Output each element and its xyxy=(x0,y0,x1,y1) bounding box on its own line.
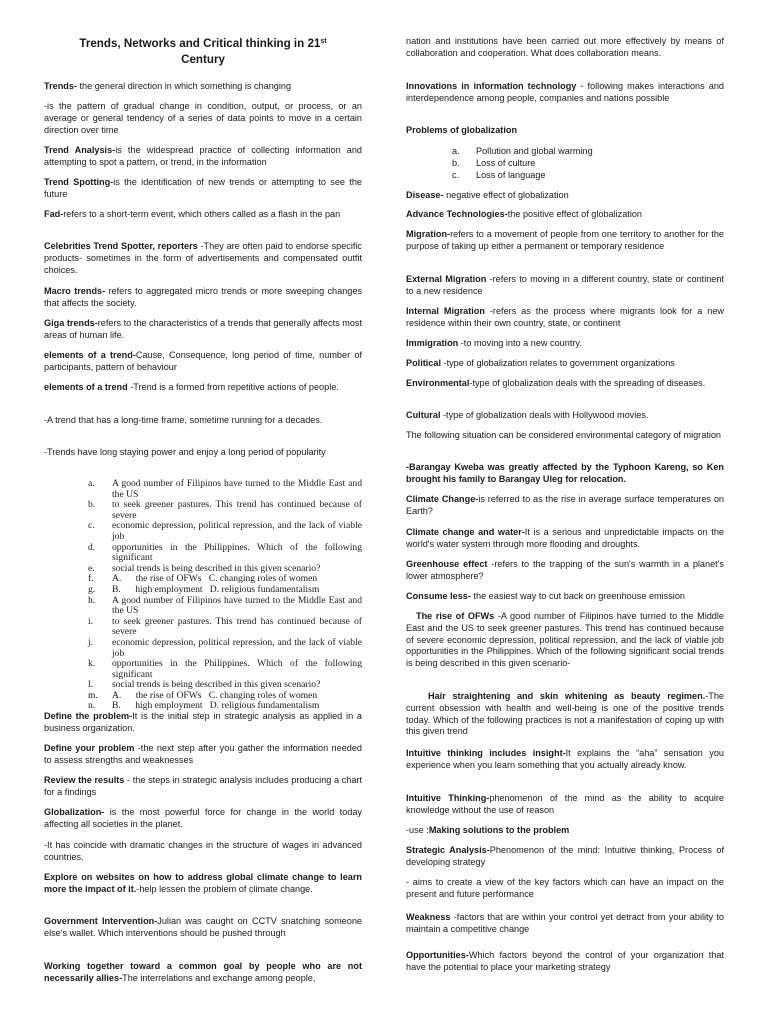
term: Disease- xyxy=(406,190,444,200)
term: Intuitive Thinking- xyxy=(406,793,490,803)
term: External Migration xyxy=(406,274,487,284)
list-text: opportunities in the Philippines. Which of the following significant xyxy=(112,541,365,564)
entry-define-problem xyxy=(44,711,362,735)
definition: is the identification of new trends or attempting to see the future xyxy=(44,177,362,199)
entry-trends xyxy=(44,81,362,93)
definition: The following situation can be considered environmental category of migration xyxy=(406,430,721,440)
definition: refers to the characteristics of a trends that generally affects most areas of human life. xyxy=(44,318,362,340)
term: Review the results xyxy=(44,775,125,785)
list-text: A good number of Filipinos have turned to the Middle East and the US xyxy=(112,594,365,617)
entry-use xyxy=(406,825,724,837)
entry-elements-2 xyxy=(44,382,362,394)
definition: phenomenon of the mind as the ability to acquire knowledge without the use of reason xyxy=(406,793,724,815)
list-item xyxy=(44,636,365,659)
list-text: A. the rise of OFWs C. changing roles of women xyxy=(112,573,318,585)
entry-advance-technologies xyxy=(406,209,724,221)
definition: -They are often paid to endorse specific products- sometimes in the form of advertisements and compensated outfit choices. xyxy=(44,241,362,275)
definition: -It has coincide with dramatic changes in the structure of wages in advanced countries. xyxy=(44,840,362,862)
entry-problems-heading xyxy=(406,125,724,137)
list-text: social trends is being described in this given scenario? xyxy=(112,562,321,574)
list-marker: d. xyxy=(88,541,96,553)
list-item xyxy=(406,157,724,169)
definition: - aims to create a view of the key factors which can have an impact on the present and future performance xyxy=(406,877,724,899)
list-text: Loss of culture xyxy=(476,158,536,169)
list-marker: m. xyxy=(88,689,98,701)
list-item xyxy=(44,520,365,542)
list-item xyxy=(44,658,365,680)
term: Weakness xyxy=(406,912,451,922)
list-text: Loss of language xyxy=(476,170,546,181)
list-marker: b. xyxy=(88,499,96,511)
entry-consume-less xyxy=(406,591,724,603)
term: Internal Migration xyxy=(406,306,485,316)
entry-environmental xyxy=(406,378,724,390)
entry-rise-of-ofws xyxy=(406,611,724,670)
term: Define the problem- xyxy=(44,711,133,721)
entry-pattern xyxy=(44,101,362,136)
definition: -A good number of Filipinos have turned to the Middle East and the US to seek greener pastures. This trend has continued because of severe economic depression, political repression, and the lack of viable job opportunities in the Philippines. Which of the following significant social trends is being described in this given scenario- xyxy=(406,611,724,669)
entry-celebrities xyxy=(44,241,362,276)
term: Trend Analysis- xyxy=(44,145,116,155)
term: Macro trends- xyxy=(44,286,106,296)
list-item xyxy=(44,499,365,521)
entry-fad xyxy=(44,209,362,221)
list-marker: h. xyxy=(88,594,96,606)
list-marker: b. xyxy=(452,158,460,169)
definition: -use : xyxy=(406,825,429,835)
definition: is the most powerful force for change in the world today affecting all societies in the planet. xyxy=(44,807,362,829)
list-text: Pollution and global warming xyxy=(476,146,593,156)
term: Innovations in information technology xyxy=(406,81,577,91)
definition: - the steps in strategic analysis includes producing a chart for a findings xyxy=(44,775,362,797)
entry-globalization xyxy=(44,807,362,831)
definition: refers to aggregated micro trends or more sweeping changes that affects the society. xyxy=(44,286,362,308)
entry-review-results xyxy=(44,775,362,799)
document-title xyxy=(44,36,362,68)
list-marker: e. xyxy=(88,562,95,574)
entry-strategic-analysis xyxy=(406,845,724,869)
entry-elements-1 xyxy=(44,350,362,374)
problems-list xyxy=(406,145,724,182)
term: Consume less- xyxy=(406,591,471,601)
entry-explore xyxy=(44,872,362,896)
term: -Barangay Kweba was greatly affected by the Typhoon Kareng, so Ken brought his family to Barangay Uleg for relocation. xyxy=(406,462,724,484)
list-text: social trends is being described in this given scenario? xyxy=(112,679,321,691)
list-item xyxy=(44,478,365,500)
definition: -the next step after you gather the information needed to assess strengths and weaknesses xyxy=(44,743,362,765)
term: Intuitive thinking includes insight- xyxy=(406,748,566,758)
entry-external-migration xyxy=(406,274,724,298)
definition: refers to a short-term event, which others called as a flash in the pan xyxy=(63,209,341,219)
entry-collaboration xyxy=(406,36,724,60)
entry-opportunities xyxy=(406,950,724,974)
definition: -A trend that has a long-time frame, sometime running for a decades. xyxy=(44,415,323,425)
entry-macro-trends xyxy=(44,286,362,310)
term: Making solutions to the problem xyxy=(428,825,570,835)
definition: -factors that are within your control yet detract from your ability to maintain a competitive change xyxy=(406,912,724,934)
list-marker: k. xyxy=(88,658,96,670)
entry-climate-change xyxy=(406,494,724,518)
list-marker: a. xyxy=(452,146,460,156)
entry-define-your-problem xyxy=(44,743,362,767)
list-text: B. high employment D. religious fundamentalism xyxy=(112,700,320,712)
entry-staying-power xyxy=(44,447,362,459)
term: Greenhouse effect xyxy=(406,559,488,569)
term: Advance Technologies- xyxy=(406,209,508,219)
list-text: A. the rise of OFWs C. changing roles of women xyxy=(112,689,318,701)
list-marker: i. xyxy=(88,615,94,627)
entry-following-situation xyxy=(406,430,724,442)
list-marker: c. xyxy=(88,520,95,532)
entry-barangay xyxy=(406,462,724,486)
entry-cultural xyxy=(406,410,724,422)
term: Giga trends- xyxy=(44,318,98,328)
entry-climate-water xyxy=(406,527,724,551)
entry-government-intervention xyxy=(44,916,362,940)
list-text: economic depression, political repression, and the lack of viable job xyxy=(112,636,365,659)
list-marker: c. xyxy=(452,170,460,181)
entry-long-time xyxy=(44,415,362,427)
term: Cultural xyxy=(406,410,441,420)
term: Climate change and water- xyxy=(406,527,525,537)
definition: -type of globalization deals with the spreading of diseases. xyxy=(469,378,706,388)
list-text: to seek greener pastures. This trend has continued because of severe xyxy=(112,499,365,521)
title-line1: Trends, Networks and Critical thinking in 21 xyxy=(79,37,321,50)
definition: negative effect of globalization xyxy=(443,190,569,200)
entry-intuitive-insight xyxy=(406,748,724,772)
term: Trend Spotting- xyxy=(44,177,114,187)
definition: the positive effect of globalization xyxy=(507,209,643,219)
definition: -The current obsession with health and well-being is one of the positive trends today. Which of the following practices is not a manifestation of coping up with this given trend xyxy=(406,691,724,737)
list-marker: l. xyxy=(88,679,94,691)
definition: -Trend is a formed from repetitive actions of people. xyxy=(127,382,339,392)
definition: nation and institutions have been carried out more effectively by means of collaboration and cooperation. What does collaboration means. xyxy=(406,36,724,58)
entry-aims xyxy=(406,877,724,901)
term: Globalization- xyxy=(44,807,105,817)
definition: -is the pattern of gradual change in condition, output, or process, or an average or general tendency of a series of data points to move in a certain direction over time xyxy=(44,101,362,135)
entry-intuitive-thinking xyxy=(406,793,724,817)
list-marker: j. xyxy=(88,636,94,648)
term: Hair straightening and skin whitening as beauty regimen. xyxy=(428,691,706,701)
list-marker: n. xyxy=(88,700,96,712)
term: Define your problem xyxy=(44,743,135,753)
definition: It is a serious and unpredictable impacts on the world's water system through more flooding and droughts. xyxy=(406,527,724,549)
term: elements of a trend xyxy=(44,382,128,392)
definition: -to moving into a new country. xyxy=(458,338,582,348)
definition: the general direction in which something is changing xyxy=(76,81,292,91)
term: Working together toward a common goal by people who are not necessarily allies- xyxy=(44,961,362,983)
term: elements of a trend- xyxy=(44,350,136,360)
definition: -refers to the trapping of the sun's warmth in a planet's lower atmosphere? xyxy=(406,559,724,581)
term: Climate Change- xyxy=(406,494,479,504)
definition: is referred to as the rise in average surface temperatures on Earth? xyxy=(406,494,724,516)
entry-working-together xyxy=(44,961,362,985)
list-item xyxy=(406,169,724,181)
list-marker: f. xyxy=(88,573,94,585)
definition: -type of globalization deals with Hollywood movies. xyxy=(440,410,649,420)
term: Government Intervention- xyxy=(44,916,158,926)
list-item xyxy=(44,541,365,564)
term: Problems of globalization xyxy=(406,125,518,135)
list-marker: g. xyxy=(88,583,96,595)
entry-disease xyxy=(406,190,724,202)
entry-hair-straightening xyxy=(406,691,724,738)
definition: refers to a movement of people from one territory to another for the purpose of taking up either a permanent or temporary residence xyxy=(406,229,724,251)
term: Trends- xyxy=(44,81,77,91)
entry-trend-spotting xyxy=(44,177,362,201)
definition: Which factors beyond the control of your organization that have the potential to place your marketing strategy xyxy=(406,950,724,972)
term: Environmental xyxy=(406,378,470,388)
definition: It is the initial step in strategic analysis as applied in a business organization. xyxy=(44,711,362,733)
definition: -Trends have long staying power and enjoy a long period of popularity xyxy=(44,447,326,457)
definition: - following makes interactions and interdependence among people, companies and nations possible xyxy=(406,81,724,103)
term: Celebrities Trend Spotter, reporters xyxy=(44,241,198,251)
definition: It explains the “aha” sensation you experience when you learn something that you actually already know. xyxy=(406,748,724,770)
entry-wages xyxy=(44,840,362,864)
entry-political xyxy=(406,358,724,370)
term: Opportunities- xyxy=(406,950,469,960)
definition: Phenomenon of the mind: Intuitive thinking, Process of developing strategy xyxy=(406,845,724,867)
entry-migration xyxy=(406,229,724,253)
definition: the easiest way to cut back on greenhouse emission xyxy=(470,591,685,601)
list-text: B. high employment D. religious fundamentalism xyxy=(112,583,320,595)
entry-immigration xyxy=(406,338,724,350)
definition: -refers to moving in a different country, state or continent to a new residence xyxy=(406,274,724,296)
list-text: to seek greener pastures. This trend has continued because of severe xyxy=(112,615,365,638)
list-item xyxy=(44,585,362,596)
term: Migration- xyxy=(406,229,451,239)
definition: Julian was caught on CCTV snatching someone else's wallet. Which interventions should be pushed through xyxy=(44,916,362,938)
entry-greenhouse xyxy=(406,559,724,583)
title-line2: Century xyxy=(181,53,225,66)
term: Political xyxy=(406,358,441,368)
list-text: A good number of Filipinos have turned to the Middle East and the US xyxy=(112,478,365,500)
entry-innovations xyxy=(406,81,724,105)
list-item xyxy=(44,615,365,638)
definition: Cause, Consequence, long period of time, number of participants, pattern of behaviour xyxy=(44,350,362,372)
definition: The interrelations and exchange among people, xyxy=(122,972,316,983)
list-text: opportunities in the Philippines. Which of the following significant xyxy=(112,658,365,680)
term: Strategic Analysis- xyxy=(406,845,490,855)
term: The rise of OFWs xyxy=(416,611,495,621)
entry-giga-trends xyxy=(44,318,362,342)
term: Explore on websites on how to address global climate change to learn more the impact of it. xyxy=(44,872,362,894)
term: Immigration xyxy=(406,338,459,348)
term: Fad- xyxy=(44,209,64,219)
list-item xyxy=(406,145,724,157)
list-marker: a. xyxy=(88,478,95,489)
definition: -type of globalization relates to government organizations xyxy=(441,358,675,368)
entry-trend-analysis xyxy=(44,145,362,169)
entry-internal-migration xyxy=(406,306,724,330)
list-item xyxy=(44,594,365,617)
entry-weakness xyxy=(406,912,724,936)
list-text: economic depression, political repression, and the lack of viable job xyxy=(112,520,365,542)
definition: -help lessen the problem of climate change. xyxy=(136,883,313,894)
title-superscript: st xyxy=(320,38,327,45)
definition: is the widespread practice of collecting information and attempting to spot a pattern, or trend, in the information xyxy=(44,145,362,167)
scenario-list xyxy=(44,478,365,712)
definition: -refers as the process where migrants look for a new residence within their own country, state, or continent xyxy=(406,306,724,328)
